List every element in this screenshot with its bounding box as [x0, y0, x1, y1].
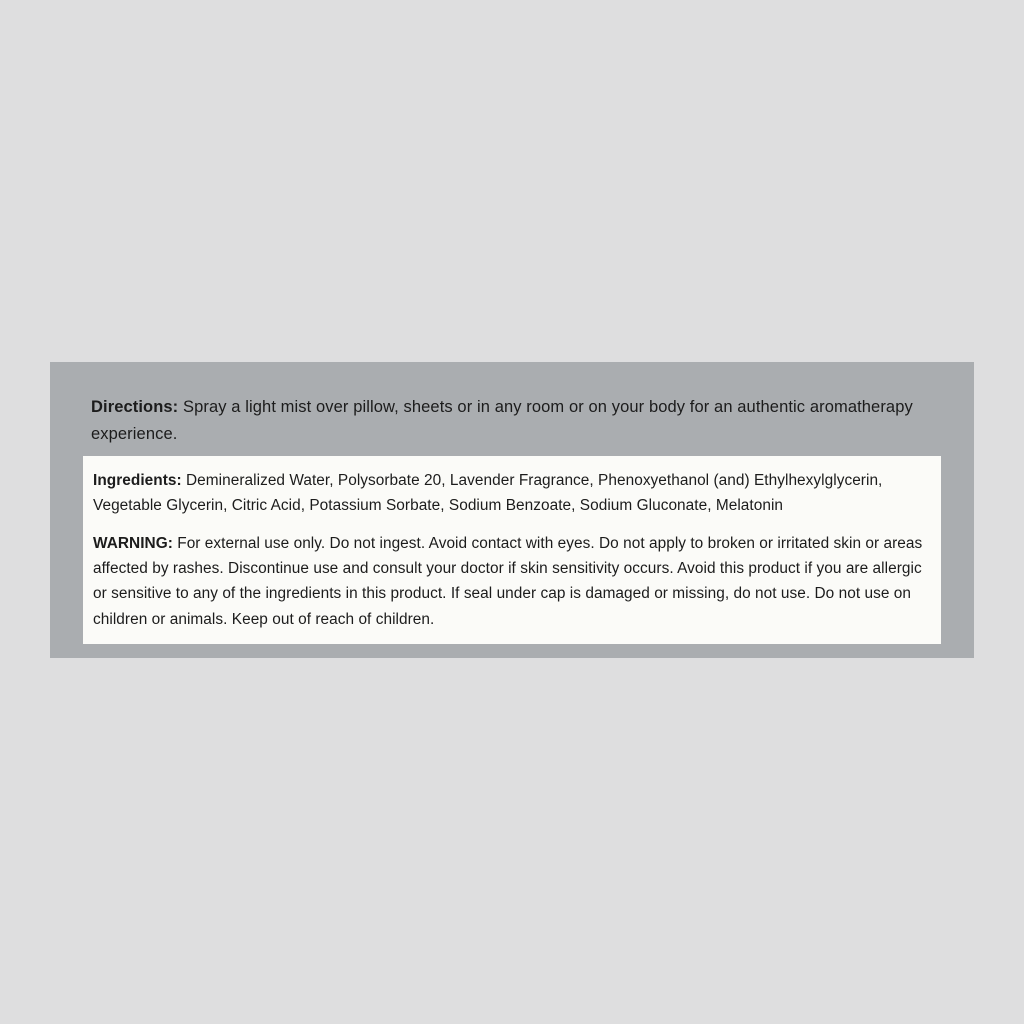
directions-heading: Directions: [91, 398, 179, 416]
product-label-panel [50, 362, 974, 658]
ingredients-heading: Ingredients: [93, 472, 182, 489]
warning-heading: WARNING: [93, 535, 173, 553]
directions-section [91, 394, 936, 447]
ingredients-warning-card [83, 456, 941, 644]
ingredients-section [93, 468, 929, 518]
directions-text: Spray a light mist over pillow, sheets or in any room or on your body for an authentic aromatherapy experience. [91, 398, 913, 443]
warning-section [93, 531, 929, 631]
ingredients-text: Demineralized Water, Polysorbate 20, Lavender Fragrance, Phenoxyethanol (and) Ethylhexylglycerin, Vegetable Glycerin, Citric Acid, Potassium Sorbate, Sodium Benzoate, Sodium Gluconate, Melatonin [93, 472, 883, 515]
warning-text: For external use only. Do not ingest. Avoid contact with eyes. Do not apply to broken or irritated skin or areas affected by rashes. Discontinue use and consult your doctor if skin sensitivity occurs. Avoid this product if you are allergic or sensitive to any of the ingredients in this product. If seal under cap is damaged or missing, do not use. Do not use on children or animals. Keep out of reach of children. [93, 535, 923, 628]
